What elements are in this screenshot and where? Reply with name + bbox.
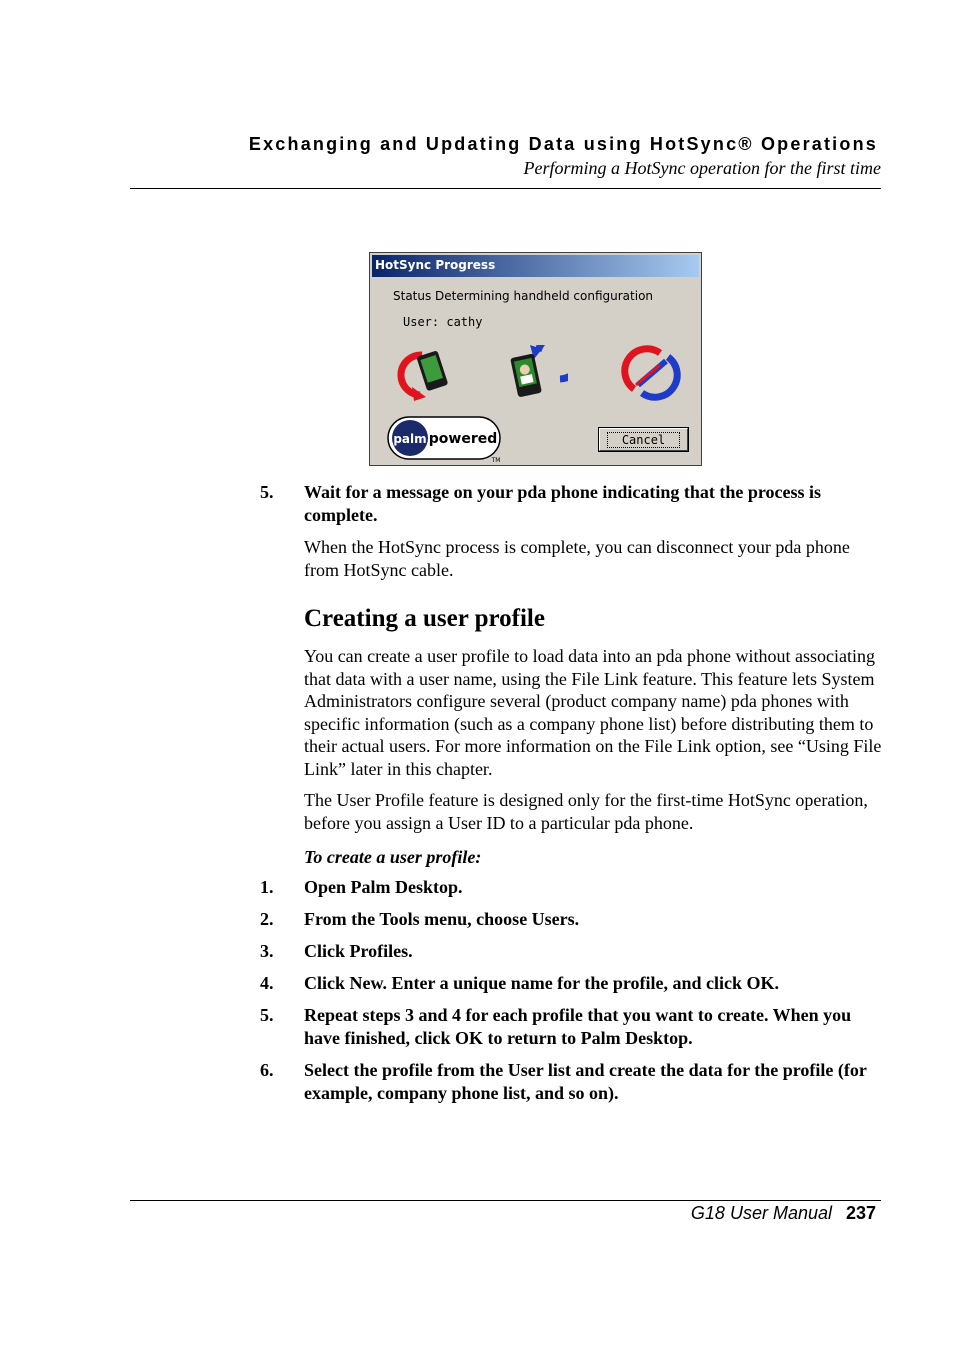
step-number: 5.: [260, 1005, 274, 1025]
section-paragraph-2: The User Profile feature is designed only for the first-time HotSync operation, before you assign a User ID to a particular pda phone.: [304, 790, 868, 833]
cancel-button[interactable]: [599, 428, 688, 451]
section-paragraph-1: You can create a user profile to load data into an pda phone without associating that data with a user name, using the File Link feature. This feature lets System Administrators configure several (product company name) pda phones with specific information (such as a company phone list) before distributing them to their actual users. For more information on the File Link option, see “Using File Link” later in this chapter.: [304, 646, 882, 779]
step-text: Select the profile from the User list and create the data for the profile (for example, company phone list, and so on).: [304, 1060, 867, 1103]
procedure-title: To create a user profile:: [304, 847, 482, 867]
svg-text:powered: powered: [428, 431, 498, 447]
dialog-status: Status Determining handheld configuration: [393, 289, 654, 303]
step-text: Repeat steps 3 and 4 for each profile that you want to create. When you have finished, click OK to return to Palm Desktop.: [304, 1005, 852, 1048]
page-number: 237: [846, 1203, 877, 1223]
step-body: When the HotSync process is complete, you can disconnect your pda phone from HotSync cable.: [304, 537, 850, 580]
step-number: 5.: [260, 482, 274, 502]
step-number: 6.: [260, 1060, 274, 1080]
hotsync-progress-dialog: [369, 252, 702, 466]
step-number: 3.: [260, 941, 274, 961]
svg-text:palm: palm: [393, 432, 427, 446]
hotsync-handheld-icon: [392, 345, 454, 401]
dialog-user: User: cathy: [403, 315, 483, 329]
palm-powered-logo: [386, 415, 506, 463]
footer-rule: [130, 1200, 881, 1201]
step-number: 1.: [260, 877, 274, 897]
step-text: From the Tools menu, choose Users.: [304, 909, 580, 929]
hotsync-user-photo-icon: [506, 345, 568, 401]
running-header-subtitle: Performing a HotSync operation for the first time: [523, 158, 881, 178]
step-text: Wait for a message on your pda phone indicating that the process is complete.: [304, 482, 822, 525]
header-rule: [130, 188, 881, 189]
dialog-titlebar: [372, 255, 699, 277]
running-header-title: Exchanging and Updating Data using HotSync® Operations: [248, 134, 878, 154]
step-text: Click New. Enter a unique name for the profile, and click OK.: [304, 973, 780, 993]
step-text: Click Profiles.: [304, 941, 413, 961]
svg-text:TM: TM: [491, 457, 501, 463]
step-number: 4.: [260, 973, 274, 993]
section-heading: Creating a user profile: [304, 605, 545, 632]
cancel-button-label: Cancel: [607, 432, 680, 448]
dialog-title: HotSync Progress: [375, 258, 496, 272]
step-text: Open Palm Desktop.: [304, 877, 463, 897]
footer-manual-title: G18 User Manual: [690, 1203, 832, 1223]
step-number: 2.: [260, 909, 274, 929]
hotsync-logo-icon: [620, 345, 682, 401]
